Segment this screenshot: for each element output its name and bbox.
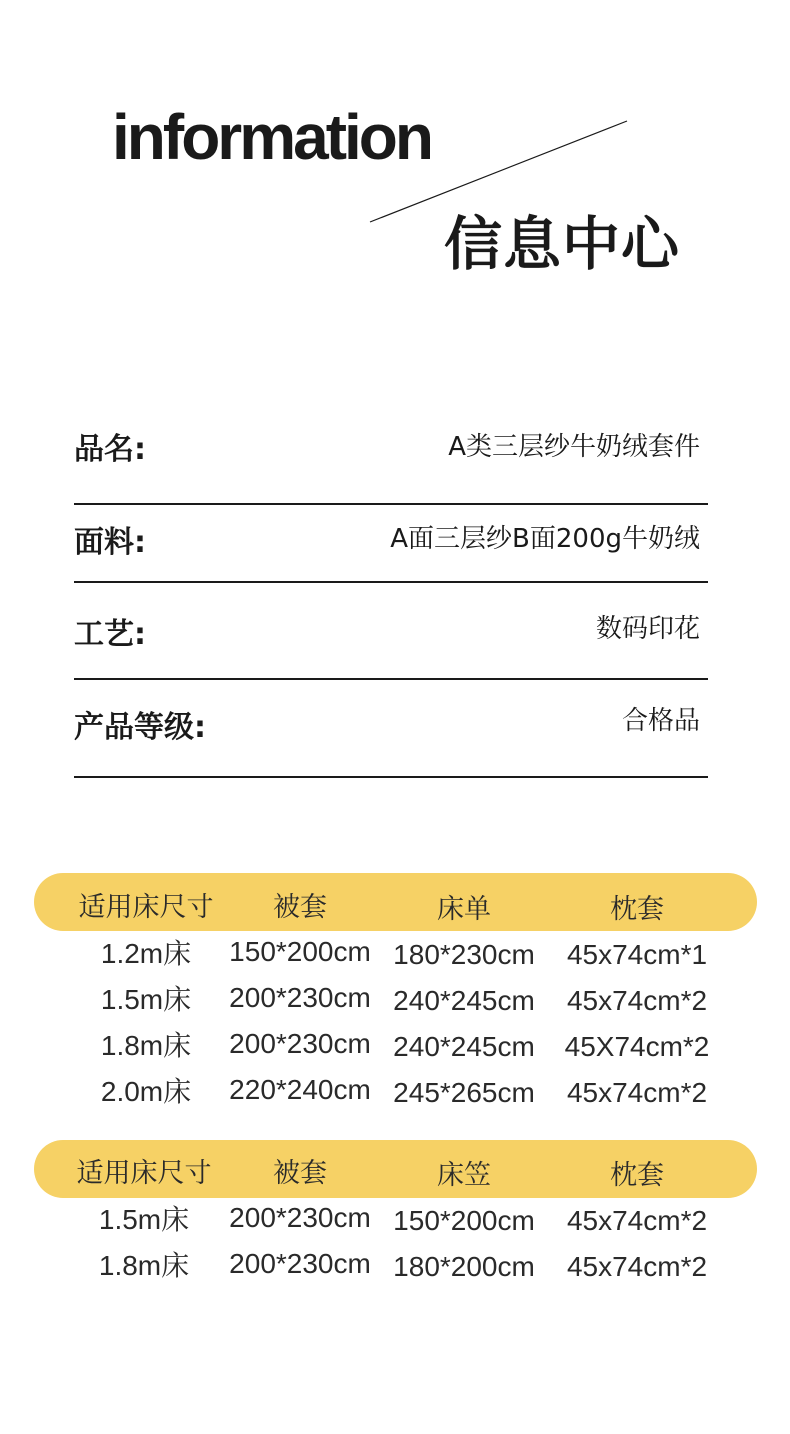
- table-header-cell: 被套: [273, 892, 327, 923]
- table-cell: 180*230cm: [393, 939, 535, 970]
- table-header-cell: 适用床尺寸: [78, 892, 214, 923]
- table-cell: 180*200cm: [393, 1251, 535, 1282]
- info-value: A面三层纱B面200g牛奶绒: [390, 524, 700, 554]
- table-header-cell: 枕套: [610, 894, 664, 925]
- info-label: 面料:: [74, 525, 146, 560]
- table-cell: 1.5m床: [98, 1204, 190, 1235]
- info-value: 合格品: [621, 706, 700, 736]
- table-cell: 45x74cm*1: [566, 939, 708, 970]
- info-label: 工艺:: [74, 617, 146, 652]
- table-cell: 200*230cm: [229, 982, 371, 1013]
- table-cell: 240*245cm: [393, 1031, 535, 1062]
- info-row-fabric: [74, 503, 708, 583]
- table-cell: 45X74cm*2: [564, 1031, 710, 1062]
- table-cell: 150*200cm: [229, 936, 371, 967]
- table-cell: 45x74cm*2: [566, 1251, 708, 1282]
- table-cell: 1.5m床: [100, 984, 192, 1015]
- title-english: information: [112, 101, 431, 173]
- table-header-cell: 被套: [273, 1158, 327, 1189]
- info-value: 数码印花: [595, 614, 700, 644]
- table-cell: 2.0m床: [100, 1076, 192, 1107]
- table-cell: 1.8m床: [98, 1250, 190, 1281]
- table-cell: 150*200cm: [393, 1205, 535, 1236]
- info-value: A类三层纱牛奶绒套件: [448, 432, 700, 462]
- table-header-cell: 床笠: [437, 1160, 491, 1191]
- title-chinese: 信息中心: [444, 210, 681, 278]
- table-cell: 45x74cm*2: [566, 985, 708, 1016]
- table-header-cell: 适用床尺寸: [76, 1158, 212, 1189]
- table-cell: 1.2m床: [100, 938, 192, 969]
- table-header-cell: 床单: [437, 894, 491, 925]
- table-cell: 1.8m床: [100, 1030, 192, 1061]
- table-cell: 200*230cm: [229, 1202, 371, 1233]
- info-label: 品名:: [74, 432, 146, 467]
- info-row-name: [74, 425, 708, 505]
- info-row-craft: [74, 583, 708, 680]
- table-cell: 245*265cm: [393, 1077, 535, 1108]
- table-cell: 45x74cm*2: [566, 1205, 708, 1236]
- table-header-cell: 枕套: [610, 1160, 664, 1191]
- table-cell: 240*245cm: [393, 985, 535, 1016]
- table-cell: 220*240cm: [229, 1074, 371, 1105]
- table-cell: 45x74cm*2: [566, 1077, 708, 1108]
- table-cell: 200*230cm: [229, 1028, 371, 1059]
- table-cell: 200*230cm: [229, 1248, 371, 1279]
- info-label: 产品等级:: [74, 710, 206, 745]
- info-row-grade: [74, 680, 708, 778]
